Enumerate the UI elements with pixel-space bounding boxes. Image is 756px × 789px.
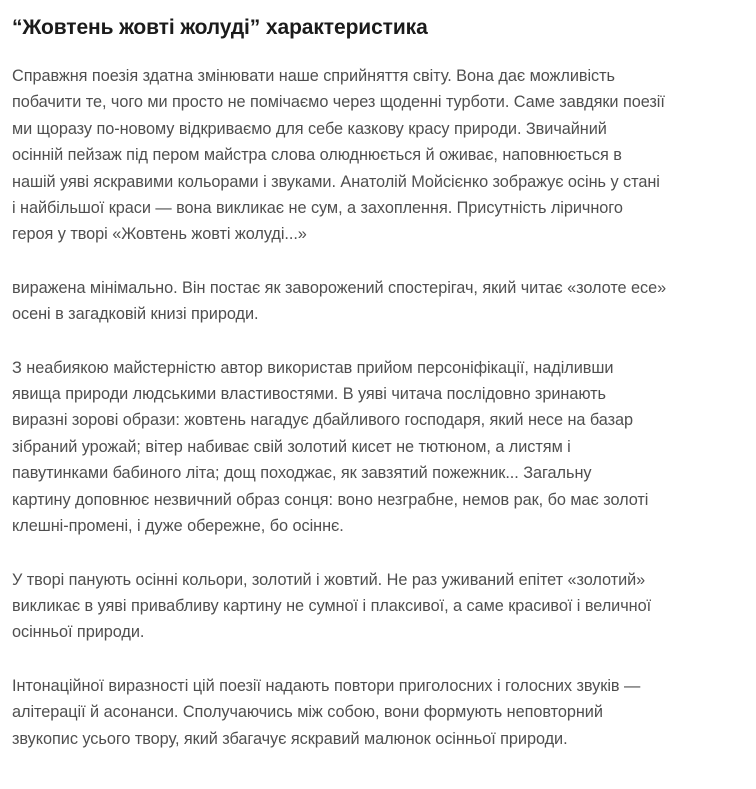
text-line: виражена мінімально. Він постає як заворожений спостерігач, який читає «золоте есе»: [12, 278, 667, 297]
text-line: явища природи людськими властивостями. В уяві читача послідовно зринають: [12, 385, 606, 404]
text-line: виразні зорові образи: жовтень нагадує дбайливого господаря, який несе на базар: [12, 411, 634, 430]
article: [12, 0, 742, 752]
text-line: ми щоразу по-новому відкриваємо для себе казкову красу природи. Звичайний: [12, 119, 607, 138]
text-line: картину доповнює незвичний образ сонця: воно незграбне, немов рак, бо має золоті: [12, 490, 649, 509]
text-line: звукопис усього твору, який збагачує яскравий малюнок осінньої природи.: [12, 729, 568, 748]
text-line: і найбільшої краси — вона викликає не сум, а захоплення. Присутність ліричного: [12, 199, 623, 218]
text-line: викликає в уяві привабливу картину не сумної і плаксивої, а саме красивої і величної: [12, 596, 652, 615]
text-line: павутинками бабиного літа; дощ походжає, як завзятий пожежник... Загальну: [12, 464, 592, 483]
paragraph-lyrical-hero: [12, 275, 742, 328]
text-line: алітерації й асонанси. Сполучаючись між собою, вони формують неповторний: [12, 703, 603, 722]
paragraph-personification: [12, 355, 742, 540]
text-line: З неабиякою майстерністю автор використав прийом персоніфікації, наділивши: [12, 358, 614, 377]
text-line: побачити те, чого ми просто не помічаємо через щоденні турботи. Саме завдяки поезії: [12, 93, 665, 112]
text-line: осені в загадковій книзі природи.: [12, 305, 259, 324]
text-line: У творі панують осінні кольори, золотий і жовтий. Не раз уживаний епітет «золотий»: [12, 570, 646, 589]
article-title: “Жовтень жовті жолуді” характеристика: [12, 16, 428, 39]
paragraph-colors: [12, 567, 742, 646]
text-line: зібраний урожай; вітер набиває свій золотий кисет не тютюном, а листям і: [12, 437, 571, 456]
text-line: осінньої природи.: [12, 623, 145, 642]
paragraph-sound-writing: [12, 673, 742, 752]
text-line: клешні-промені, і дуже обережне, бо осіннє.: [12, 517, 344, 536]
text-line: Справжня поезія здатна змінювати наше сприйняття світу. Вона дає можливість: [12, 67, 615, 85]
paragraph-intro: [12, 63, 742, 248]
text-line: осінній пейзаж під пером майстра слова олюднюється й оживає, наповнюється в: [12, 146, 622, 165]
text-line: Інтонаційної виразності цій поезії надають повтори приголосних і голосних звуків —: [12, 676, 641, 695]
text-line: героя у творі «Жовтень жовті жолуді...»: [12, 225, 307, 244]
text-line: нашій уяві яскравими кольорами і звуками. Анатолій Мойсієнко зображує осінь у стані: [12, 172, 660, 191]
